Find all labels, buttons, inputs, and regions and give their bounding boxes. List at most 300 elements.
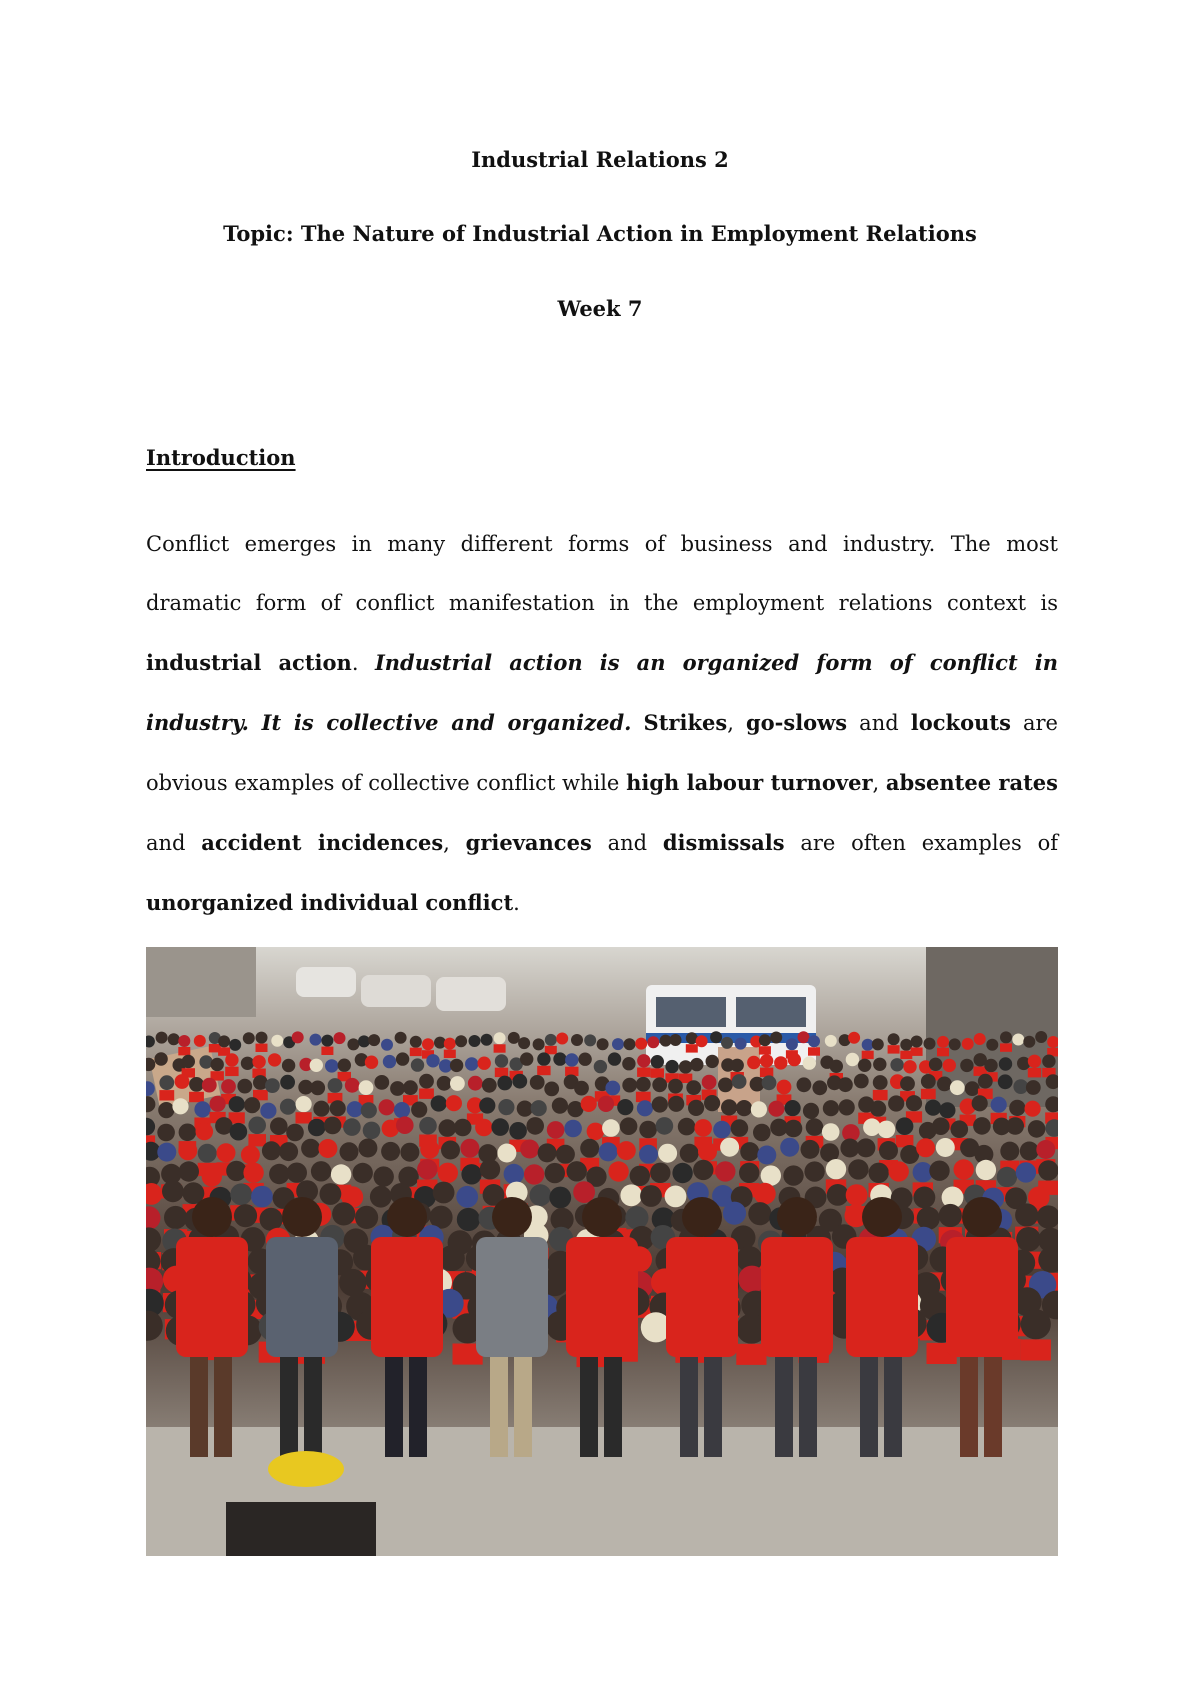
marcher-head — [582, 1197, 622, 1237]
crowd-head — [848, 1032, 860, 1044]
text-run: . — [351, 651, 375, 675]
crowd-head — [475, 1119, 493, 1137]
crowd-head — [960, 1059, 973, 1072]
crowd-head — [872, 1038, 884, 1050]
crowd-head — [334, 1032, 346, 1044]
crowd-head — [916, 1138, 935, 1157]
crowd-head — [517, 1101, 533, 1117]
crowd-head — [665, 1060, 678, 1073]
crowd-head — [696, 1035, 708, 1047]
marcher-body — [176, 1237, 248, 1357]
crowd-head — [549, 1187, 571, 1209]
police-vehicle-window — [656, 997, 726, 1027]
crowd-head — [888, 1095, 904, 1111]
crowd-head — [854, 1074, 869, 1089]
crowd-head — [325, 1059, 338, 1072]
crowd-head — [848, 1159, 868, 1179]
term-grievances: grievances — [465, 830, 592, 855]
crowd-head — [164, 1206, 187, 1229]
crowd-head — [537, 1052, 550, 1065]
crowd-head — [353, 1163, 373, 1183]
crowd-head — [479, 1097, 495, 1113]
crowd-head — [520, 1052, 533, 1065]
crowd-shirt — [248, 1134, 266, 1146]
crowd-head — [456, 1186, 478, 1208]
crowd-head — [735, 1038, 747, 1050]
crowd-head — [991, 1097, 1007, 1113]
crowd-head — [777, 1080, 792, 1095]
crowd-head — [497, 1144, 516, 1163]
crowd-head — [652, 1096, 668, 1112]
crowd-head — [768, 1101, 784, 1117]
crowd-head — [630, 1166, 650, 1186]
marcher-leg — [680, 1347, 698, 1457]
marcher-body — [371, 1237, 443, 1357]
crowd-shirt — [888, 1045, 900, 1053]
text-run: and — [146, 831, 202, 855]
crowd-head — [639, 1121, 657, 1139]
crowd-head — [888, 1033, 900, 1045]
crowd-head — [156, 1032, 168, 1044]
marcher-body — [476, 1237, 548, 1357]
crowd-head — [693, 1160, 713, 1180]
crowd-head — [896, 1117, 914, 1135]
crowd-head — [172, 1098, 188, 1114]
crowd-head — [713, 1121, 731, 1139]
crowd-head — [271, 1035, 283, 1047]
crowd-head — [262, 1141, 281, 1160]
crowd-head — [929, 1161, 949, 1181]
crowd-head — [599, 1142, 618, 1161]
crowd-shirt — [537, 1066, 550, 1075]
crowd-head — [598, 1096, 614, 1112]
crowd-head — [1006, 1117, 1024, 1135]
crowd-head — [825, 1035, 837, 1047]
crowd-head — [1020, 1142, 1039, 1161]
crowd-head — [338, 1059, 351, 1072]
crowd-head — [396, 1116, 414, 1134]
crowd-head — [168, 1033, 180, 1045]
crowd-head — [403, 1080, 418, 1095]
crowd-head — [419, 1074, 434, 1089]
crowd-head — [650, 1163, 670, 1183]
crowd-head — [656, 1117, 674, 1135]
crowd-head — [635, 1038, 647, 1050]
crowd-head — [182, 1055, 195, 1068]
crowd-head — [433, 1182, 455, 1204]
crowd-head — [1012, 1034, 1024, 1046]
crowd-head — [244, 1097, 260, 1113]
crowd-head — [665, 1186, 687, 1208]
crowd-head — [823, 1100, 839, 1116]
crowd-head — [949, 1038, 961, 1050]
crowd-shirt — [873, 1090, 888, 1100]
crowd-head — [301, 1139, 320, 1158]
crowd-head — [358, 1139, 377, 1158]
text-run: . — [513, 891, 520, 915]
crowd-head — [494, 1032, 506, 1044]
crowd-head — [465, 1057, 478, 1070]
marcher-leg — [190, 1347, 208, 1457]
crowd-head — [565, 1053, 578, 1066]
crowd-head — [196, 1123, 214, 1141]
crowd-head — [608, 1161, 628, 1181]
crowd-shirt — [759, 1046, 771, 1054]
crowd-head — [296, 1096, 312, 1112]
crowd-head — [900, 1076, 915, 1091]
marcher-head — [862, 1197, 902, 1237]
crowd-head — [230, 1123, 248, 1141]
crowd-head — [218, 1035, 230, 1047]
crowd-head — [497, 1076, 512, 1091]
crowd-head — [997, 1167, 1017, 1187]
marcher-body — [761, 1237, 833, 1357]
marcher-head — [962, 1197, 1002, 1237]
crowd-shirt — [937, 1048, 949, 1056]
crowd-head — [965, 1081, 980, 1096]
crowd-head — [310, 1081, 325, 1096]
crowd-shirt — [296, 1112, 312, 1123]
definition-emphasis: Industrial action is an organized form of conflict in industry. It is collective and organized. — [146, 650, 1059, 735]
crowd-head — [721, 1099, 737, 1115]
crowd-head — [287, 1163, 307, 1183]
introduction-heading: Introduction — [146, 445, 296, 470]
building-left — [146, 947, 256, 1017]
crowd-head — [785, 1100, 801, 1116]
crowd-head — [420, 1140, 439, 1159]
crowd-head — [838, 1077, 853, 1092]
marcher-leg — [514, 1347, 532, 1457]
crowd-head — [400, 1143, 419, 1162]
crowd-head — [637, 1054, 650, 1067]
crowd-head — [1000, 1142, 1019, 1161]
crowd-head — [826, 1159, 846, 1179]
crowd-head — [179, 1124, 197, 1142]
crowd-head — [903, 1060, 916, 1073]
crowd-head — [331, 1164, 351, 1184]
crowd-head — [518, 1037, 530, 1049]
crowd-head — [552, 1098, 568, 1114]
crowd-head — [806, 1118, 824, 1136]
document-week: Week 7 — [557, 296, 643, 321]
crowd-head — [374, 1075, 389, 1090]
crowd-shirt — [189, 1092, 204, 1102]
marcher-body — [846, 1237, 918, 1357]
marcher-body — [266, 1237, 338, 1357]
crowd-head — [178, 1141, 197, 1160]
crowd-head — [785, 1120, 803, 1138]
crowd-head — [179, 1161, 199, 1181]
crowd-head — [355, 1206, 378, 1229]
crowd-head — [359, 1080, 374, 1095]
marcher-leg — [385, 1347, 403, 1457]
crowd-head — [450, 1076, 465, 1091]
marcher-leg — [490, 1347, 508, 1457]
crowd-head — [962, 1038, 974, 1050]
crowd-head — [939, 1102, 955, 1118]
crowd-head — [234, 1204, 257, 1227]
crowd-head — [878, 1121, 896, 1139]
crowd-shirt — [494, 1044, 506, 1052]
crowd-head — [1015, 1203, 1038, 1226]
crowd-head — [530, 1075, 545, 1090]
crowd-head — [383, 1055, 396, 1068]
crowd-head — [937, 1077, 952, 1092]
crowd-head — [358, 1035, 370, 1047]
crowd-head — [822, 1123, 840, 1141]
crowd-head — [917, 1207, 940, 1230]
crowd-head — [770, 1032, 782, 1044]
crowd-head — [636, 1077, 651, 1092]
marcher-head — [387, 1197, 427, 1237]
crowd-head — [280, 1099, 296, 1115]
crowd-head — [538, 1143, 557, 1162]
crowd-head — [1028, 1055, 1041, 1068]
crowd-head — [943, 1059, 956, 1072]
crowd-head — [328, 1078, 343, 1093]
car — [296, 967, 356, 997]
crowd-head — [457, 1208, 480, 1231]
crowd-head — [480, 1159, 500, 1179]
crowd-head — [381, 1039, 393, 1051]
crowd-head — [444, 1038, 456, 1050]
crowd-head — [890, 1058, 903, 1071]
crowd-head — [846, 1053, 859, 1066]
crowd-head — [647, 1036, 659, 1048]
yellow-cap — [268, 1451, 344, 1487]
crowd-head — [441, 1141, 460, 1160]
crowd-head — [446, 1095, 462, 1111]
crowd-head — [797, 1077, 812, 1092]
foreground-jacket — [226, 1502, 376, 1556]
crowd-head — [950, 1080, 965, 1095]
marcher-leg — [580, 1347, 598, 1457]
crowd-head — [431, 1095, 447, 1111]
crowd-head — [1000, 1031, 1012, 1043]
text-run: are obvious examples of collective conflict while — [146, 711, 1058, 795]
crowd-head — [178, 1035, 190, 1047]
crowd-head — [751, 1101, 767, 1117]
crowd-head — [422, 1038, 434, 1050]
crowd-head — [620, 1117, 638, 1135]
crowd-head — [580, 1139, 599, 1158]
crowd-head — [846, 1184, 868, 1206]
crowd-head — [248, 1117, 266, 1135]
crowd-head — [553, 1052, 566, 1065]
document-topic: Topic: The Nature of Industrial Action in Employment Relations — [223, 221, 977, 246]
marcher-leg — [214, 1347, 232, 1457]
crowd-head — [260, 1208, 283, 1231]
crowd-head — [508, 1032, 520, 1044]
crowd-head — [154, 1052, 167, 1065]
text-run: and — [591, 831, 663, 855]
crowd-head — [260, 1103, 276, 1119]
crowd-head — [252, 1055, 265, 1068]
crowd-head — [545, 1034, 557, 1046]
crowd-head — [390, 1081, 405, 1096]
crowd-head — [243, 1032, 255, 1044]
crowd-head — [718, 1078, 733, 1093]
crowd-head — [368, 1034, 380, 1046]
crowd-shirt — [900, 1051, 912, 1059]
crowd-head — [454, 1119, 472, 1137]
crowd-head — [1042, 1055, 1055, 1068]
crowd-head — [269, 1164, 289, 1184]
crowd-head — [469, 1035, 481, 1047]
crowd-head — [374, 1166, 394, 1186]
crowd-head — [524, 1164, 544, 1184]
crowd-head — [221, 1079, 236, 1094]
crowd-head — [889, 1161, 909, 1181]
crowd-head — [481, 1034, 493, 1046]
crowd-head — [578, 1053, 591, 1066]
crowd-head — [340, 1142, 359, 1161]
crowd-head — [622, 1078, 637, 1093]
crowd-head — [668, 1096, 684, 1112]
crowd-head — [879, 1141, 898, 1160]
crowd-head — [984, 1059, 997, 1072]
crowd-head — [704, 1095, 720, 1111]
crowd-head — [924, 1038, 936, 1050]
term-unorganized-individual-conflict: unorganized individual conflict — [146, 890, 514, 915]
crowd-head — [858, 1059, 871, 1072]
crowd-head — [803, 1103, 819, 1119]
crowd-head — [937, 1036, 949, 1048]
car — [361, 975, 431, 1007]
crowd-head — [243, 1163, 263, 1183]
crowd-shirt — [410, 1048, 422, 1056]
marcher-head — [777, 1197, 817, 1237]
crowd-head — [925, 1100, 941, 1116]
crowd-shirt — [808, 1047, 820, 1055]
crowd-head — [873, 1058, 886, 1071]
crowd-head — [954, 1159, 974, 1179]
crowd-head — [780, 1138, 799, 1157]
crowd-head — [567, 1161, 587, 1181]
crowd-head — [311, 1161, 331, 1181]
crowd-head — [520, 1140, 539, 1159]
marcher-head — [492, 1197, 532, 1237]
crowd-shirt — [862, 1051, 874, 1059]
crowd-head — [753, 1124, 771, 1142]
crowd-head — [1023, 1036, 1035, 1048]
crowd-head — [268, 1053, 281, 1066]
crowd-head — [651, 1055, 664, 1068]
crowd-shirt — [651, 1068, 664, 1077]
crowd-head — [251, 1186, 273, 1208]
crowd-shirt — [159, 1090, 174, 1100]
crowd-head — [198, 1144, 217, 1163]
crowd-head — [754, 1183, 776, 1205]
crowd-head — [827, 1184, 849, 1206]
marcher-leg — [860, 1347, 878, 1457]
crowd-shirt — [637, 1068, 650, 1077]
crowd-head — [343, 1118, 361, 1136]
crowd-head — [715, 1161, 735, 1181]
introduction-paragraph — [146, 515, 1058, 933]
crowd-head — [710, 1031, 722, 1043]
crowd-head — [594, 1060, 607, 1073]
crowd-head — [605, 1081, 620, 1096]
crowd-head — [439, 1119, 457, 1137]
marcher-body — [946, 1237, 1018, 1357]
marcher-body — [566, 1237, 638, 1357]
marcher-head — [282, 1197, 322, 1237]
crowd-head — [798, 1031, 810, 1043]
marcher-body — [666, 1237, 738, 1357]
crowd-head — [419, 1117, 437, 1135]
crowd-head — [279, 1142, 298, 1161]
protest-march-photo — [146, 947, 1058, 1556]
crowd-head — [363, 1122, 381, 1140]
crowd-head — [911, 1036, 923, 1048]
crowd-head — [801, 1140, 820, 1159]
crowd-head — [256, 1032, 268, 1044]
crowd-head — [639, 1145, 658, 1164]
crowd-head — [624, 1038, 636, 1050]
crowd-head — [939, 1204, 962, 1227]
crowd-head — [812, 1080, 827, 1095]
marcher-leg — [604, 1347, 622, 1457]
crowd-head — [839, 1099, 855, 1115]
crowd-head — [468, 1076, 483, 1091]
crowd-head — [411, 1102, 427, 1118]
crowd-head — [1038, 1160, 1058, 1180]
crowd-head — [951, 1120, 969, 1138]
crowd-head — [1028, 1120, 1046, 1138]
crowd-head — [808, 1035, 820, 1047]
crowd-head — [310, 1034, 322, 1046]
crowd-shirt — [495, 1068, 508, 1077]
crowd-head — [748, 1202, 771, 1225]
crowd-head — [973, 1117, 991, 1135]
crowd-head — [345, 1078, 360, 1093]
document-title: Industrial Relations 2 — [471, 147, 729, 172]
crowd-head — [564, 1120, 582, 1138]
crowd-head — [571, 1034, 583, 1046]
marcher-head — [192, 1197, 232, 1237]
crowd-head — [747, 1056, 760, 1069]
crowd-shirt — [1000, 1043, 1012, 1051]
crowd-head — [482, 1078, 497, 1093]
term-strikes: Strikes — [643, 710, 728, 735]
crowd-head — [856, 1138, 875, 1157]
crowd-head — [394, 1102, 410, 1118]
crowd-head — [202, 1166, 222, 1186]
crowd-head — [698, 1142, 717, 1161]
police-vehicle-window — [736, 997, 806, 1027]
crowd-head — [426, 1054, 439, 1067]
crowd-shirt — [921, 1089, 936, 1099]
crowd-head — [803, 1056, 816, 1069]
crowd-head — [544, 1082, 559, 1097]
crowd-head — [804, 1161, 824, 1181]
crowd-head — [210, 1096, 226, 1112]
crowd-head — [974, 1033, 986, 1045]
term-accident-incidences: accident incidences — [201, 830, 444, 855]
crowd-head — [830, 1060, 843, 1073]
crowd-head — [870, 1101, 886, 1117]
crowd-head — [158, 1102, 174, 1118]
crowd-head — [347, 1038, 359, 1050]
crowd-head — [617, 1099, 633, 1115]
text-run: and — [847, 711, 911, 735]
crowd-head — [460, 1139, 479, 1158]
crowd-head — [417, 1159, 437, 1179]
crowd-head — [321, 1035, 333, 1047]
crowd-head — [556, 1145, 575, 1164]
crowd-head — [461, 1164, 481, 1184]
